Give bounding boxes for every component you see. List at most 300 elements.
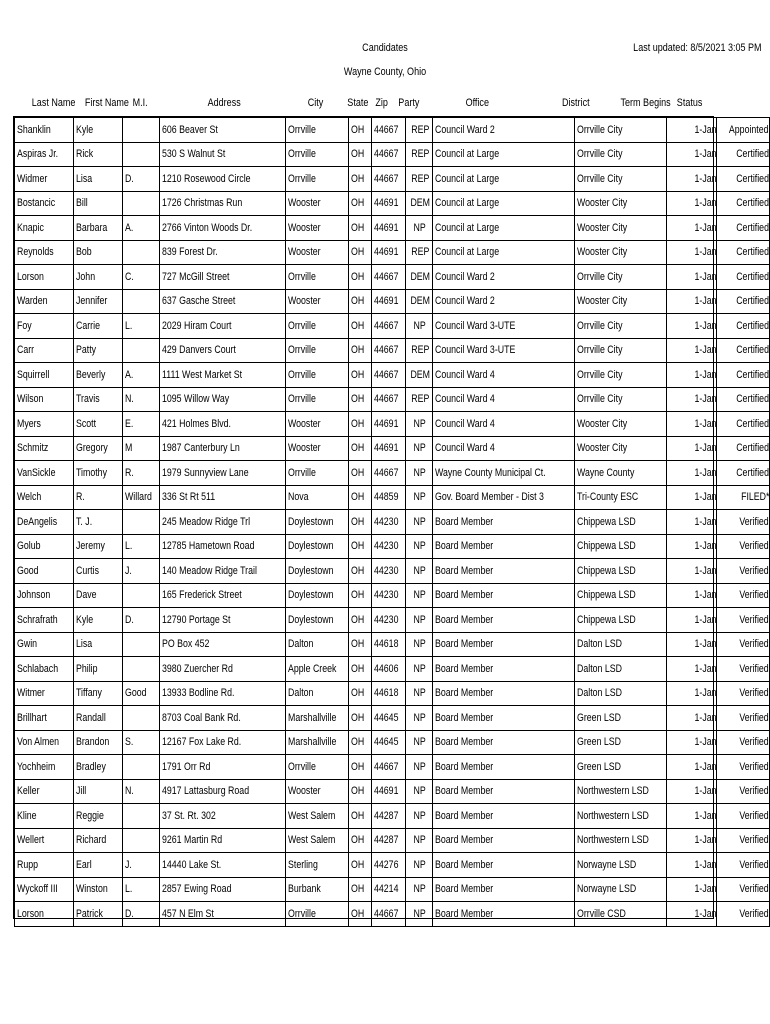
cell-office: Board Member	[433, 779, 574, 804]
cell-first-name: Scott	[74, 412, 123, 437]
cell-state: OH	[349, 828, 372, 853]
cell-first-name: Earl	[74, 853, 123, 878]
cell-city: Orrville	[285, 755, 349, 780]
cell-zip: 44691	[372, 240, 406, 265]
table-row	[15, 191, 770, 216]
cell-middle-initial: L.	[122, 314, 159, 339]
cell-city: Wooster	[285, 191, 349, 216]
cell-first-name: Barbara	[74, 216, 123, 241]
cell-address: 1095 Willow Way	[159, 387, 285, 412]
table-row	[15, 265, 770, 290]
cell-last-name: Warden	[15, 289, 74, 314]
cell-middle-initial: S.	[122, 730, 159, 755]
cell-party: DEM	[405, 289, 432, 314]
cell-status: Certified	[717, 387, 770, 412]
cell-district: Wooster City	[574, 289, 667, 314]
cell-last-name: Bostancic	[15, 191, 74, 216]
cell-first-name: Rick	[74, 142, 123, 167]
cell-office: Board Member	[433, 510, 574, 535]
cell-first-name: Dave	[74, 583, 123, 608]
cell-first-name: Lisa	[74, 167, 123, 192]
cell-city: Wooster	[285, 216, 349, 241]
cell-office: Board Member	[433, 853, 574, 878]
cell-party: DEM	[405, 363, 432, 388]
cell-status: Verified	[717, 657, 770, 682]
cell-status: Certified	[717, 314, 770, 339]
cell-status: Verified	[717, 779, 770, 804]
cell-district: Wooster City	[574, 191, 667, 216]
cell-state: OH	[349, 118, 372, 143]
cell-status: Certified	[717, 240, 770, 265]
cell-first-name: Jill	[74, 779, 123, 804]
cell-party: NP	[405, 510, 432, 535]
cell-address: 8703 Coal Bank Rd.	[159, 706, 285, 731]
cell-party: REP	[405, 118, 432, 143]
cell-term-begins: 1-Jan	[667, 485, 717, 510]
cell-zip: 44667	[372, 265, 406, 290]
cell-zip: 44230	[372, 608, 406, 633]
cell-status: Certified	[717, 167, 770, 192]
cell-state: OH	[349, 681, 372, 706]
header-middle-initial: M.I.	[132, 97, 148, 109]
cell-last-name: VanSickle	[15, 461, 74, 486]
cell-middle-initial	[122, 706, 159, 731]
cell-district: Chippewa LSD	[574, 559, 667, 584]
cell-district: Tri-County ESC	[574, 485, 667, 510]
cell-city: Dalton	[285, 632, 349, 657]
cell-party: REP	[405, 240, 432, 265]
cell-party: NP	[405, 902, 432, 927]
cell-district: Orrville City	[574, 338, 667, 363]
cell-address: 727 McGill Street	[159, 265, 285, 290]
cell-last-name: Welch	[15, 485, 74, 510]
cell-address: 1111 West Market St	[159, 363, 285, 388]
table-row	[15, 142, 770, 167]
cell-middle-initial: N.	[122, 779, 159, 804]
cell-city: Doylestown	[285, 559, 349, 584]
cell-office: Council Ward 3-UTE	[433, 338, 574, 363]
cell-district: Dalton LSD	[574, 632, 667, 657]
table-row	[15, 289, 770, 314]
cell-status: Verified	[717, 902, 770, 927]
cell-state: OH	[349, 436, 372, 461]
page-title: Candidates	[362, 42, 408, 54]
cell-last-name: Johnson	[15, 583, 74, 608]
header-term-begins: Term Begins	[620, 97, 671, 109]
cell-status: Verified	[717, 755, 770, 780]
cell-district: Chippewa LSD	[574, 583, 667, 608]
table-row	[15, 730, 770, 755]
cell-office: Board Member	[433, 902, 574, 927]
cell-address: 2029 Hiram Court	[159, 314, 285, 339]
cell-status: Certified	[717, 461, 770, 486]
cell-last-name: Wilson	[15, 387, 74, 412]
table-row	[15, 338, 770, 363]
cell-first-name: Philip	[74, 657, 123, 682]
cell-last-name: Kline	[15, 804, 74, 829]
cell-party: REP	[405, 387, 432, 412]
cell-first-name: Jennifer	[74, 289, 123, 314]
cell-state: OH	[349, 363, 372, 388]
cell-district: Wooster City	[574, 240, 667, 265]
cell-address: 839 Forest Dr.	[159, 240, 285, 265]
cell-middle-initial	[122, 338, 159, 363]
cell-first-name: R.	[74, 485, 123, 510]
cell-office: Council Ward 2	[433, 118, 574, 143]
cell-office: Board Member	[433, 755, 574, 780]
cell-middle-initial: A.	[122, 216, 159, 241]
cell-first-name: John	[74, 265, 123, 290]
cell-status: Verified	[717, 877, 770, 902]
cell-party: NP	[405, 461, 432, 486]
cell-term-begins: 1-Jan	[667, 461, 717, 486]
table-row	[15, 681, 770, 706]
header-city: City	[307, 97, 324, 109]
cell-last-name: Lorson	[15, 902, 74, 927]
cell-first-name: Kyle	[74, 118, 123, 143]
cell-first-name: Winston	[74, 877, 123, 902]
cell-first-name: Richard	[74, 828, 123, 853]
cell-middle-initial: L.	[122, 877, 159, 902]
cell-district: Norwayne LSD	[574, 877, 667, 902]
cell-last-name: Rupp	[15, 853, 74, 878]
cell-zip: 44667	[372, 387, 406, 412]
header-district: District	[562, 97, 590, 109]
cell-zip: 44691	[372, 289, 406, 314]
cell-party: NP	[405, 314, 432, 339]
cell-status: Verified	[717, 559, 770, 584]
cell-middle-initial: Good	[122, 681, 159, 706]
cell-middle-initial	[122, 583, 159, 608]
cell-last-name: Yochheim	[15, 755, 74, 780]
cell-state: OH	[349, 289, 372, 314]
cell-state: OH	[349, 804, 372, 829]
cell-district: Chippewa LSD	[574, 510, 667, 535]
cell-district: Orrville City	[574, 363, 667, 388]
cell-state: OH	[349, 167, 372, 192]
cell-zip: 44667	[372, 363, 406, 388]
cell-party: NP	[405, 681, 432, 706]
cell-party: NP	[405, 559, 432, 584]
cell-district: Norwayne LSD	[574, 853, 667, 878]
cell-address: 12790 Portage St	[159, 608, 285, 633]
cell-zip: 44691	[372, 436, 406, 461]
cell-middle-initial: D.	[122, 167, 159, 192]
cell-last-name: Widmer	[15, 167, 74, 192]
cell-term-begins: 1-Jan	[667, 240, 717, 265]
cell-address: 1726 Christmas Run	[159, 191, 285, 216]
table-row	[15, 167, 770, 192]
cell-status: Verified	[717, 583, 770, 608]
header-first-name: First Name	[84, 97, 129, 109]
cell-state: OH	[349, 485, 372, 510]
cell-status: Certified	[717, 142, 770, 167]
cell-office: Board Member	[433, 828, 574, 853]
cell-zip: 44214	[372, 877, 406, 902]
cell-address: PO Box 452	[159, 632, 285, 657]
cell-party: REP	[405, 167, 432, 192]
cell-status: Certified	[717, 436, 770, 461]
table-row	[15, 363, 770, 388]
cell-status: Verified	[717, 608, 770, 633]
cell-city: Orrville	[285, 461, 349, 486]
table-row	[15, 534, 770, 559]
cell-middle-initial	[122, 289, 159, 314]
cell-party: NP	[405, 583, 432, 608]
cell-office: Board Member	[433, 706, 574, 731]
cell-zip: 44691	[372, 412, 406, 437]
cell-city: Doylestown	[285, 534, 349, 559]
cell-middle-initial: R.	[122, 461, 159, 486]
cell-last-name: Gwin	[15, 632, 74, 657]
cell-city: Doylestown	[285, 510, 349, 535]
table-row	[15, 559, 770, 584]
cell-city: Doylestown	[285, 583, 349, 608]
cell-first-name: Tiffany	[74, 681, 123, 706]
cell-first-name: Curtis	[74, 559, 123, 584]
cell-state: OH	[349, 779, 372, 804]
cell-middle-initial	[122, 632, 159, 657]
cell-state: OH	[349, 559, 372, 584]
cell-status: Verified	[717, 804, 770, 829]
cell-address: 2857 Ewing Road	[159, 877, 285, 902]
header-status: Status	[676, 97, 703, 109]
cell-party: DEM	[405, 265, 432, 290]
cell-status: Certified	[717, 265, 770, 290]
cell-last-name: Knapic	[15, 216, 74, 241]
cell-first-name: Jeremy	[74, 534, 123, 559]
cell-term-begins: 1-Jan	[667, 804, 717, 829]
cell-party: NP	[405, 412, 432, 437]
cell-zip: 44276	[372, 853, 406, 878]
header-office: Office	[465, 97, 489, 109]
cell-term-begins: 1-Jan	[667, 828, 717, 853]
cell-party: REP	[405, 142, 432, 167]
cell-address: 606 Beaver St	[159, 118, 285, 143]
cell-term-begins: 1-Jan	[667, 632, 717, 657]
cell-last-name: Schrafrath	[15, 608, 74, 633]
cell-last-name: Good	[15, 559, 74, 584]
cell-last-name: Shanklin	[15, 118, 74, 143]
cell-first-name: Brandon	[74, 730, 123, 755]
cell-city: Wooster	[285, 412, 349, 437]
table-row	[15, 461, 770, 486]
cell-last-name: Aspiras Jr.	[15, 142, 74, 167]
cell-term-begins: 1-Jan	[667, 338, 717, 363]
cell-last-name: Reynolds	[15, 240, 74, 265]
cell-party: NP	[405, 436, 432, 461]
cell-first-name: Patty	[74, 338, 123, 363]
cell-first-name: Lisa	[74, 632, 123, 657]
cell-city: Marshallville	[285, 730, 349, 755]
cell-zip: 44230	[372, 559, 406, 584]
cell-city: Doylestown	[285, 608, 349, 633]
cell-zip: 44645	[372, 730, 406, 755]
cell-first-name: Patrick	[74, 902, 123, 927]
cell-state: OH	[349, 240, 372, 265]
cell-first-name: Timothy	[74, 461, 123, 486]
table-row	[15, 706, 770, 731]
header-address: Address	[207, 97, 241, 109]
cell-district: Wayne County	[574, 461, 667, 486]
cell-zip: 44606	[372, 657, 406, 682]
cell-term-begins: 1-Jan	[667, 681, 717, 706]
cell-zip: 44667	[372, 314, 406, 339]
cell-city: Wooster	[285, 240, 349, 265]
cell-party: NP	[405, 608, 432, 633]
cell-state: OH	[349, 338, 372, 363]
cell-party: NP	[405, 755, 432, 780]
cell-address: 2766 Vinton Woods Dr.	[159, 216, 285, 241]
cell-office: Council at Large	[433, 142, 574, 167]
cell-city: Nova	[285, 485, 349, 510]
cell-address: 37 St. Rt. 302	[159, 804, 285, 829]
table-row	[15, 779, 770, 804]
cell-city: Burbank	[285, 877, 349, 902]
cell-office: Board Member	[433, 730, 574, 755]
cell-first-name: Bradley	[74, 755, 123, 780]
cell-address: 140 Meadow Ridge Trail	[159, 559, 285, 584]
cell-zip: 44230	[372, 583, 406, 608]
cell-middle-initial	[122, 657, 159, 682]
cell-zip: 44691	[372, 191, 406, 216]
cell-address: 1791 Orr Rd	[159, 755, 285, 780]
cell-address: 637 Gasche Street	[159, 289, 285, 314]
cell-zip: 44287	[372, 828, 406, 853]
cell-last-name: Squirrell	[15, 363, 74, 388]
cell-address: 1979 Sunnyview Lane	[159, 461, 285, 486]
cell-district: Chippewa LSD	[574, 534, 667, 559]
cell-party: NP	[405, 828, 432, 853]
cell-party: NP	[405, 779, 432, 804]
last-updated-timestamp: Last updated: 8/5/2021 3:05 PM	[633, 42, 762, 54]
cell-party: NP	[405, 216, 432, 241]
cell-status: Verified	[717, 706, 770, 731]
cell-middle-initial	[122, 510, 159, 535]
cell-state: OH	[349, 142, 372, 167]
cell-first-name: Kyle	[74, 608, 123, 633]
cell-status: Verified	[717, 510, 770, 535]
candidates-table-body	[15, 118, 770, 927]
cell-office: Council at Large	[433, 216, 574, 241]
cell-middle-initial	[122, 118, 159, 143]
cell-city: Orrville	[285, 167, 349, 192]
cell-address: 13933 Bodline Rd.	[159, 681, 285, 706]
cell-address: 245 Meadow Ridge Trl	[159, 510, 285, 535]
table-row	[15, 657, 770, 682]
cell-city: Orrville	[285, 265, 349, 290]
cell-middle-initial: E.	[122, 412, 159, 437]
cell-district: Dalton LSD	[574, 681, 667, 706]
cell-district: Orrville City	[574, 167, 667, 192]
cell-term-begins: 1-Jan	[667, 142, 717, 167]
cell-state: OH	[349, 730, 372, 755]
cell-office: Board Member	[433, 534, 574, 559]
cell-office: Board Member	[433, 608, 574, 633]
cell-last-name: Schlabach	[15, 657, 74, 682]
cell-last-name: Lorson	[15, 265, 74, 290]
cell-party: NP	[405, 657, 432, 682]
cell-state: OH	[349, 755, 372, 780]
cell-office: Council at Large	[433, 191, 574, 216]
cell-zip: 44230	[372, 534, 406, 559]
cell-district: Orrville CSD	[574, 902, 667, 927]
table-row	[15, 583, 770, 608]
cell-term-begins: 1-Jan	[667, 118, 717, 143]
cell-term-begins: 1-Jan	[667, 853, 717, 878]
cell-zip: 44667	[372, 167, 406, 192]
cell-district: Orrville City	[574, 265, 667, 290]
cell-middle-initial: L.	[122, 534, 159, 559]
cell-city: Sterling	[285, 853, 349, 878]
cell-term-begins: 1-Jan	[667, 877, 717, 902]
cell-party: NP	[405, 485, 432, 510]
cell-address: 12167 Fox Lake Rd.	[159, 730, 285, 755]
cell-district: Chippewa LSD	[574, 608, 667, 633]
cell-zip: 44667	[372, 338, 406, 363]
cell-status: Certified	[717, 289, 770, 314]
cell-term-begins: 1-Jan	[667, 706, 717, 731]
cell-status: Verified	[717, 534, 770, 559]
cell-district: Green LSD	[574, 755, 667, 780]
cell-district: Orrville City	[574, 142, 667, 167]
cell-city: Orrville	[285, 902, 349, 927]
cell-last-name: Von Almen	[15, 730, 74, 755]
cell-zip: 44645	[372, 706, 406, 731]
cell-last-name: Witmer	[15, 681, 74, 706]
cell-first-name: Travis	[74, 387, 123, 412]
cell-term-begins: 1-Jan	[667, 436, 717, 461]
cell-first-name: Reggie	[74, 804, 123, 829]
cell-office: Board Member	[433, 657, 574, 682]
cell-zip: 44618	[372, 632, 406, 657]
cell-state: OH	[349, 510, 372, 535]
cell-party: NP	[405, 853, 432, 878]
cell-term-begins: 1-Jan	[667, 657, 717, 682]
cell-first-name: Bob	[74, 240, 123, 265]
cell-office: Council Ward 2	[433, 289, 574, 314]
cell-state: OH	[349, 265, 372, 290]
cell-office: Council Ward 2	[433, 265, 574, 290]
table-row	[15, 314, 770, 339]
cell-status: Verified	[717, 853, 770, 878]
cell-status: Appointed	[717, 118, 770, 143]
cell-office: Council Ward 4	[433, 412, 574, 437]
table-row	[15, 804, 770, 829]
cell-office: Board Member	[433, 681, 574, 706]
header-last-name: Last Name	[31, 97, 76, 109]
header-state: State	[347, 97, 369, 109]
cell-middle-initial: J.	[122, 559, 159, 584]
header-zip: Zip	[375, 97, 388, 109]
cell-office: Council Ward 3-UTE	[433, 314, 574, 339]
cell-term-begins: 1-Jan	[667, 608, 717, 633]
cell-address: 421 Holmes Blvd.	[159, 412, 285, 437]
table-row	[15, 828, 770, 853]
table-row	[15, 412, 770, 437]
cell-city: West Salem	[285, 804, 349, 829]
cell-middle-initial	[122, 828, 159, 853]
cell-zip: 44667	[372, 142, 406, 167]
cell-city: Marshallville	[285, 706, 349, 731]
cell-status: Verified	[717, 681, 770, 706]
cell-state: OH	[349, 387, 372, 412]
cell-term-begins: 1-Jan	[667, 167, 717, 192]
cell-zip: 44667	[372, 118, 406, 143]
cell-party: NP	[405, 804, 432, 829]
cell-middle-initial	[122, 240, 159, 265]
cell-office: Council at Large	[433, 240, 574, 265]
